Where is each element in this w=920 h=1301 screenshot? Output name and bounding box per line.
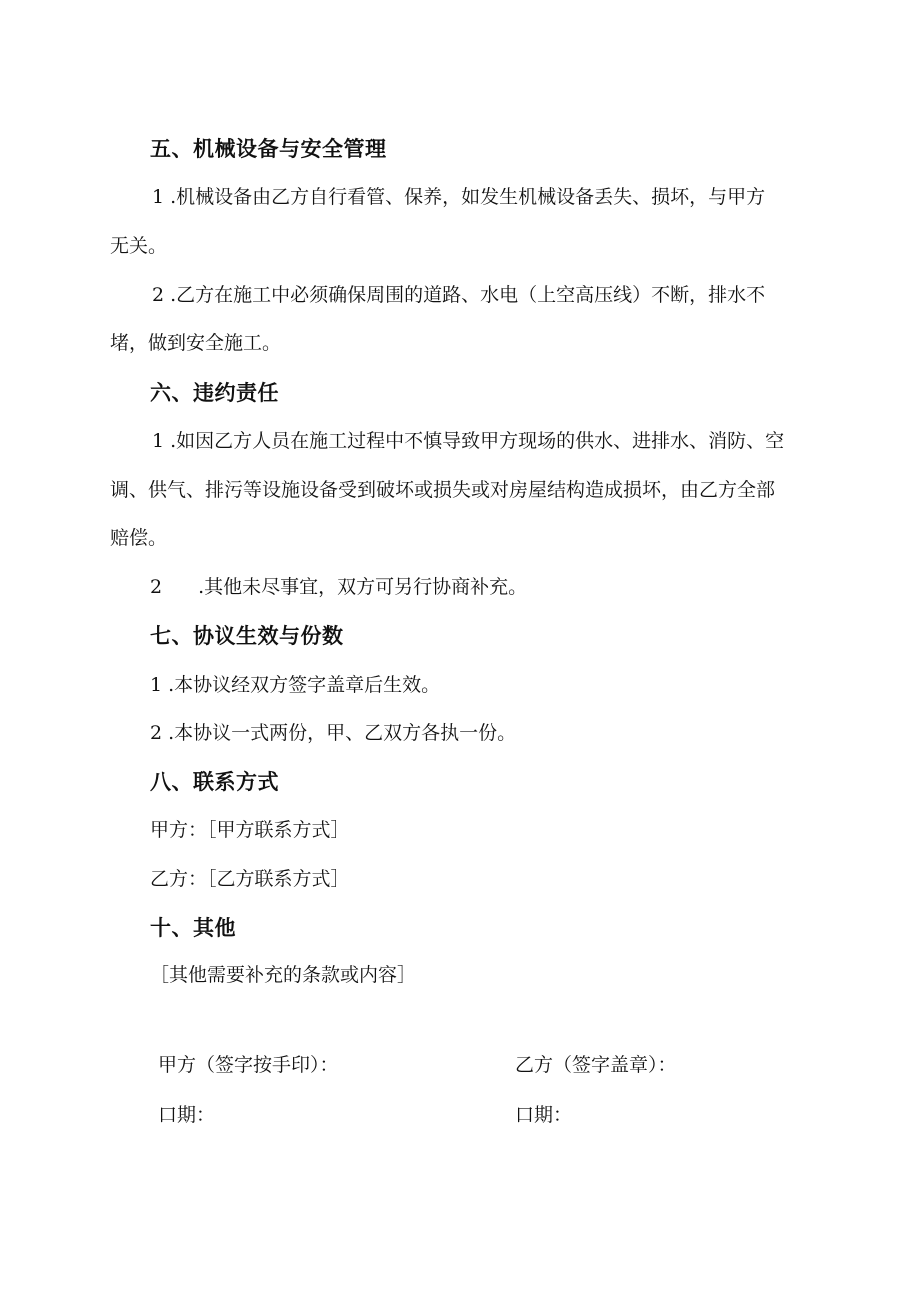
s6-clause-2-number: 2 [150,576,163,598]
section-heading-5: 五、机械设备与安全管理 [150,137,387,161]
section-heading-8: 八、联系方式 [150,770,279,794]
party-a-signature-label: 甲方（签字按手印）： [158,1054,339,1076]
section-heading-6: 六、违约责任 [150,381,279,405]
s5-clause-1-line-2: 无关。 [110,235,168,257]
s6-clause-1-line-1: 1 .如因乙方人员在施工过程中不慎导致甲方现场的供水、进排水、消防、空 [152,430,785,452]
s10-content: ［其他需要补充的条款或内容］ [150,964,417,986]
s7-clause-2: 2 .本协议一式两份，甲、乙双方各执一份。 [150,722,517,744]
party-b-signature-label: 乙方（签字盖章）： [515,1054,677,1076]
section-heading-7: 七、协议生效与份数 [150,624,344,648]
s8-party-b-contact: 乙方：［乙方联系方式］ [150,868,350,890]
s5-clause-2-line-2: 堵，做到安全施工。 [110,332,282,354]
s7-clause-1: 1 .本协议经双方签字盖章后生效。 [150,674,441,696]
s6-clause-2 [150,575,527,599]
s5-clause-2-line-1: 2 .乙方在施工中必须确保周围的道路、水电（上空高压线）不断，排水不 [152,284,766,306]
s6-clause-1-line-2: 调、供气、排污等设施设备受到破坏或损失或对房屋结构造成损坏，由乙方全部 [110,479,776,501]
party-a-date-label: 口期： [158,1104,216,1126]
s5-clause-1-line-1: 1 .机械设备由乙方自行看管、保养，如发生机械设备丢失、损坏，与甲方 [152,186,766,208]
s6-clause-1-line-3: 赔偿。 [110,527,168,549]
section-heading-10: 十、其他 [150,916,236,940]
s6-clause-2-text: .其他未尽事宜，双方可另行协商补充。 [198,576,528,598]
party-b-date-label: 口期： [515,1104,573,1126]
s8-party-a-contact: 甲方：［甲方联系方式］ [150,819,350,841]
